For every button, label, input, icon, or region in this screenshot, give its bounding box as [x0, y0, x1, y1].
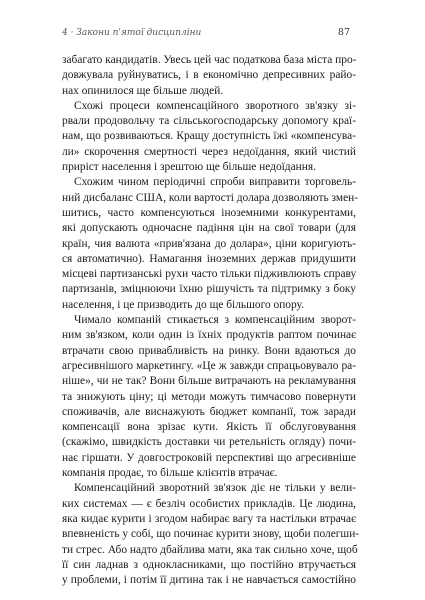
- paragraph: [62, 99, 356, 175]
- text-line: Схожим чином періодичні спроби виправити торговель-: [74, 176, 356, 189]
- text-line: місцеві партизанські рухи часто тільки підживлюють справу: [62, 268, 357, 281]
- text-line: Чимало компаній стикається з компенсаційним зворот-: [74, 314, 356, 327]
- text-line: її син ладнав з однокласниками, що постійно втручається: [62, 558, 356, 571]
- text-line: шитись, часто компенсуються іноземними конкурентами,: [62, 206, 356, 219]
- text-line: партизанів, зміцнюючи їхню рішучість та підтримку з боку: [62, 283, 356, 296]
- text-line: забагато кандидатів. Увесь цей час податкова база міста про-: [62, 54, 357, 66]
- text-line: ся автоматично). Намагання іноземних держав придушити: [62, 252, 356, 265]
- text-line: Компенсаційний зворотний зв'язок діє не тільки у вели-: [74, 482, 356, 495]
- page-number: 87: [337, 27, 350, 38]
- paragraph: [62, 481, 360, 588]
- text-line: нам, що розвиваються. Кращу доступність їжі «компенсува-: [62, 130, 356, 143]
- text-line: (скажімо, швидкість доставки чи ретельність огляду) почи-: [62, 436, 356, 449]
- text-line: яка кидає курити і згодом набирає вагу та настільки втрачає: [62, 512, 356, 525]
- paragraph: [62, 313, 356, 481]
- text-line: агресивнішого маркетингу. «Це ж завжди спрацьовувало ра-: [62, 359, 356, 372]
- running-header: [62, 27, 350, 38]
- text-line: ли» скорочення смертності через недоїдання, який чистий: [62, 145, 356, 158]
- text-line: ких системах — є безліч особистих прикладів. Це людина,: [62, 497, 356, 510]
- text-line: населення, і це призводить до ще більшого опору.: [62, 298, 304, 311]
- text-line: які допускають одночасне падіння цін на свої товари (для: [62, 222, 356, 235]
- chapter-title: 4 · Закони п'ятої дисципліни: [62, 28, 202, 38]
- text-line: довжувала руйнуватись, і в економічно депресивних райо-: [62, 69, 356, 82]
- text-line: нах опинилося ще більше людей.: [62, 84, 224, 97]
- text-line: та знижують ціну; ці методи можуть тимчасово повернути: [62, 390, 356, 403]
- text-line: нає гіршати. У довгостроковій перспективі що агресивніше: [62, 451, 356, 464]
- text-line: ніше», чи не так? Вони більше витрачають на рекламування: [62, 375, 356, 388]
- text-line: Схожі процеси компенсаційного зворотного зв'язку зі-: [74, 99, 356, 112]
- text-line: ти стрес. Або надто дбайлива мати, яка так сильно хоче, щоб: [62, 543, 358, 556]
- text-line: компенсації вона зрізає кути. Якість її обслуговування: [62, 421, 356, 434]
- body-text: [62, 53, 360, 588]
- paragraph: [62, 53, 356, 99]
- text-line: споживачів, але виснажують бюджет компанії, тож заради: [62, 405, 356, 418]
- paragraph: [62, 175, 359, 313]
- text-line: втрачати свою привабливість на ринку. Вони вдаються до: [62, 344, 356, 357]
- text-line: компанія продає, то більше клієнтів втрачає.: [62, 467, 278, 480]
- text-line: приріст населення і зрештою ще більше недоїдання.: [62, 161, 316, 174]
- text-line: рвали продовольчу та сільськогосподарську допомогу краї-: [62, 115, 356, 128]
- text-line: ний дисбаланс США, коли вартості долара дозволяють змен-: [62, 191, 359, 204]
- text-line: країн, чия валюта «прив'язана до долара», ціни коригують-: [62, 237, 356, 250]
- text-line: у проблеми, і потім її дитина так і не навчається самостійно: [62, 574, 356, 587]
- text-line: ним зв'язком, коли один із їхніх продуктів раптом починає: [62, 329, 356, 342]
- text-line: впевненість у собі, що починає курити знову, щоби полегши-: [62, 528, 360, 541]
